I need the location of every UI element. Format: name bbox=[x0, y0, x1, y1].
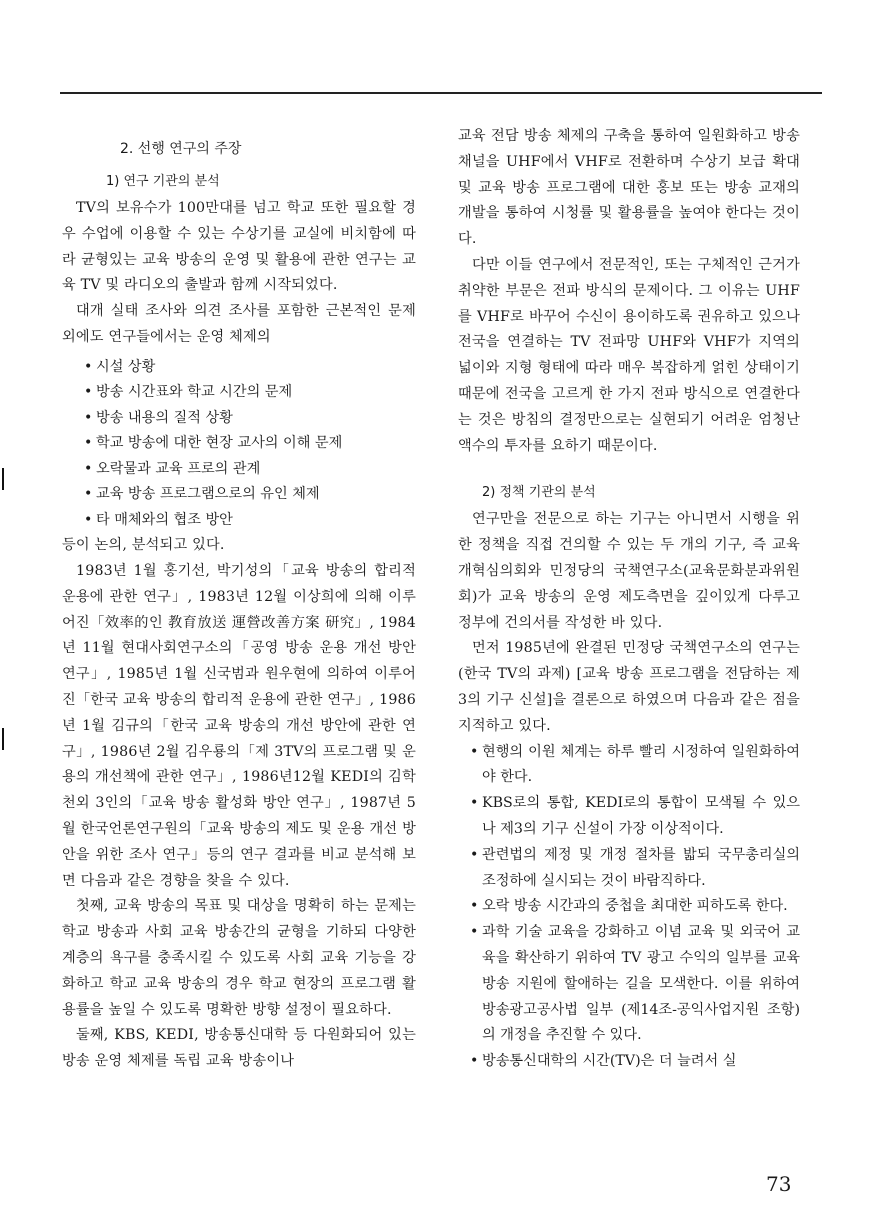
left-column bbox=[62, 128, 416, 1075]
paragraph: TV의 보유수가 100만대를 넘고 학교 또한 필요할 경우 수업에 이용할 수 있는 수상기를 교실에 비치함에 따라 균형있는 교육 방송의 운영 및 활용에 관한 연구는 교육 TV 및 라디오의 출발과 함께 시작되었다. bbox=[62, 200, 416, 294]
top-rule bbox=[60, 92, 822, 94]
paragraph: 둘째, KBS, KEDI, 방송통신대학 등 다원화되어 있는 방송 운영 체제를 독립 교육 방송이나 bbox=[62, 1027, 416, 1070]
section-heading: 2. 선행 연구의 주장 bbox=[120, 141, 242, 157]
paragraph: 먼저 1985년에 완결된 민정당 국책연구소의 연구는 (한국 TV의 과제) [교육 방송 프로그램을 전담하는 제 3의 기구 신설]을 결론으로 하였으며 다음과 같은 점을 지적하고 있다. bbox=[458, 640, 800, 734]
right-column bbox=[458, 124, 800, 1075]
list-item: • 타 매체와의 협조 방안 bbox=[62, 508, 416, 534]
list-item: • 방송 내용의 질적 상황 bbox=[62, 406, 416, 432]
list-item: • 방송통신대학의 시간(TV)은 더 늘려서 실 bbox=[458, 1049, 800, 1075]
bullet-list bbox=[458, 740, 800, 1075]
list-item: • 현행의 이원 체계는 하루 빨리 시정하여 일원화하여야 한다. bbox=[458, 740, 800, 792]
paragraph: 다만 이들 연구에서 전문적인, 또는 구체적인 근거가 취약한 부문은 전파 방식의 문제이다. 그 이유는 UHF를 VHF로 바꾸어 수신이 용이하도록 권유하고 있으나 전국을 연결하는 TV 전파망 UHF와 VHF가 지역의 넓이와 지형 형태에 따라 매우 복잡하게 얽힌 상태이기 때문에 전국을 고르게 한 가지 전파 방식으로 연결한다는 것은 방침의 결정만으로는 실현되기 어려운 엄청난 액수의 투자를 요하기 때문이다. bbox=[458, 256, 800, 454]
list-item: • 교육 방송 프로그램으로의 유인 체제 bbox=[62, 482, 416, 508]
list-item: • 관련법의 제정 및 개정 절차를 밟되 국무총리실의 조정하에 실시되는 것이 바람직하다. bbox=[458, 843, 800, 895]
list-item: • 방송 시간표와 학교 시간의 문제 bbox=[62, 380, 416, 406]
margin-mark-bottom bbox=[2, 728, 4, 750]
margin-mark-top bbox=[2, 468, 4, 490]
paragraph: 대개 실태 조사와 의견 조사를 포함한 근본적인 문제 외에도 연구들에서는 운영 체제의 bbox=[62, 303, 416, 345]
paragraph: 1983년 1월 홍기선, 박기성의「교육 방송의 합리적 운용에 관한 연구」, 1983년 12월 이상희에 의해 이루어진「效率的인 教育放送 運營改善方案 研究」, 1984년 11월 현대사회연구소의「공영 방송 운용 개선 방안 연구」, 1985년 1월 신국범과 원우현에 의하여 이루어진「한국 교육 방송의 합리적 운용에 관한 연구」, 1986년 1월 김규의「한국 교육 방송의 개선 방안에 관한 연구」, 1986년 2월 김우룡의「제 3TV의 프로그램 및 운용의 개선책에 관한 연구」, 1986년12월 KEDI의 김학천외 3인의「교육 방송 활성화 방안 연구」, 1987년 5월 한국언론연구원의「교육 방송의 제도 및 운용 개선 방안을 위한 조사 연구」등의 연구 결과를 비교 분석해 보면 다음과 같은 경향을 찾을 수 있다. bbox=[62, 563, 416, 889]
subsection-heading-policy: 2) 정책 기관의 분석 bbox=[482, 485, 596, 501]
list-item: • 학교 방송에 대한 현장 교사의 이해 문제 bbox=[62, 431, 416, 457]
bullet-list bbox=[62, 355, 416, 534]
list-item: • 시설 상황 bbox=[62, 355, 416, 381]
list-item: • 오락물과 교육 프로의 관계 bbox=[62, 457, 416, 483]
page-number: 73 bbox=[766, 1172, 792, 1196]
paragraph: 등이 논의, 분석되고 있다. bbox=[62, 537, 225, 554]
paragraph: 첫째, 교육 방송의 목표 및 대상을 명확히 하는 문제는 학교 방송과 사회 교육 방송간의 균형을 기하되 다양한 계층의 욕구를 충족시킬 수 있도록 사회 교육 기능을 강화하고 학교 교육 방송의 경우 학교 현장의 프로그램 활용률을 높일 수 있도록 명확한 방향 설정이 필요하다. bbox=[62, 898, 416, 1018]
spacer bbox=[458, 459, 800, 481]
list-item: • KBS로의 통합, KEDI로의 통합이 모색될 수 있으나 제3의 기구 신설이 가장 이상적이다. bbox=[458, 791, 800, 843]
list-item: • 과학 기술 교육을 강화하고 이념 교육 및 외국어 교육을 확산하기 위하여 TV 광고 수익의 일부를 교육 방송 지원에 할애하는 길을 모색한다. 이를 위하여 방송광고공사법 일부 (제14조-공익사업지원 조항)의 개정을 추진할 수 있다. bbox=[458, 920, 800, 1049]
list-item: • 오락 방송 시간과의 중첩을 최대한 피하도록 한다. bbox=[458, 894, 800, 920]
paragraph: 교육 전담 방송 체제의 구축을 통하여 일원화하고 방송 채널을 UHF에서 VHF로 전환하며 수상기 보급 확대 및 교육 방송 프로그램에 대한 홍보 또는 방송 교재의 개발을 통하여 시청률 및 활용률을 높여야 한다는 것이다. bbox=[458, 128, 800, 248]
subsection-heading-research: 1) 연구 기관의 분석 bbox=[106, 174, 220, 189]
paragraph: 연구만을 전문으로 하는 기구는 아니면서 시행을 위한 정책을 직접 건의할 수 있는 두 개의 기구, 즉 교육개혁심의회와 민정당의 국책연구소(교육문화분과위원회)가 교육 방송의 운영 제도측면을 깊이있게 다루고 정부에 건의서를 작성한 바 있다. bbox=[458, 511, 800, 631]
